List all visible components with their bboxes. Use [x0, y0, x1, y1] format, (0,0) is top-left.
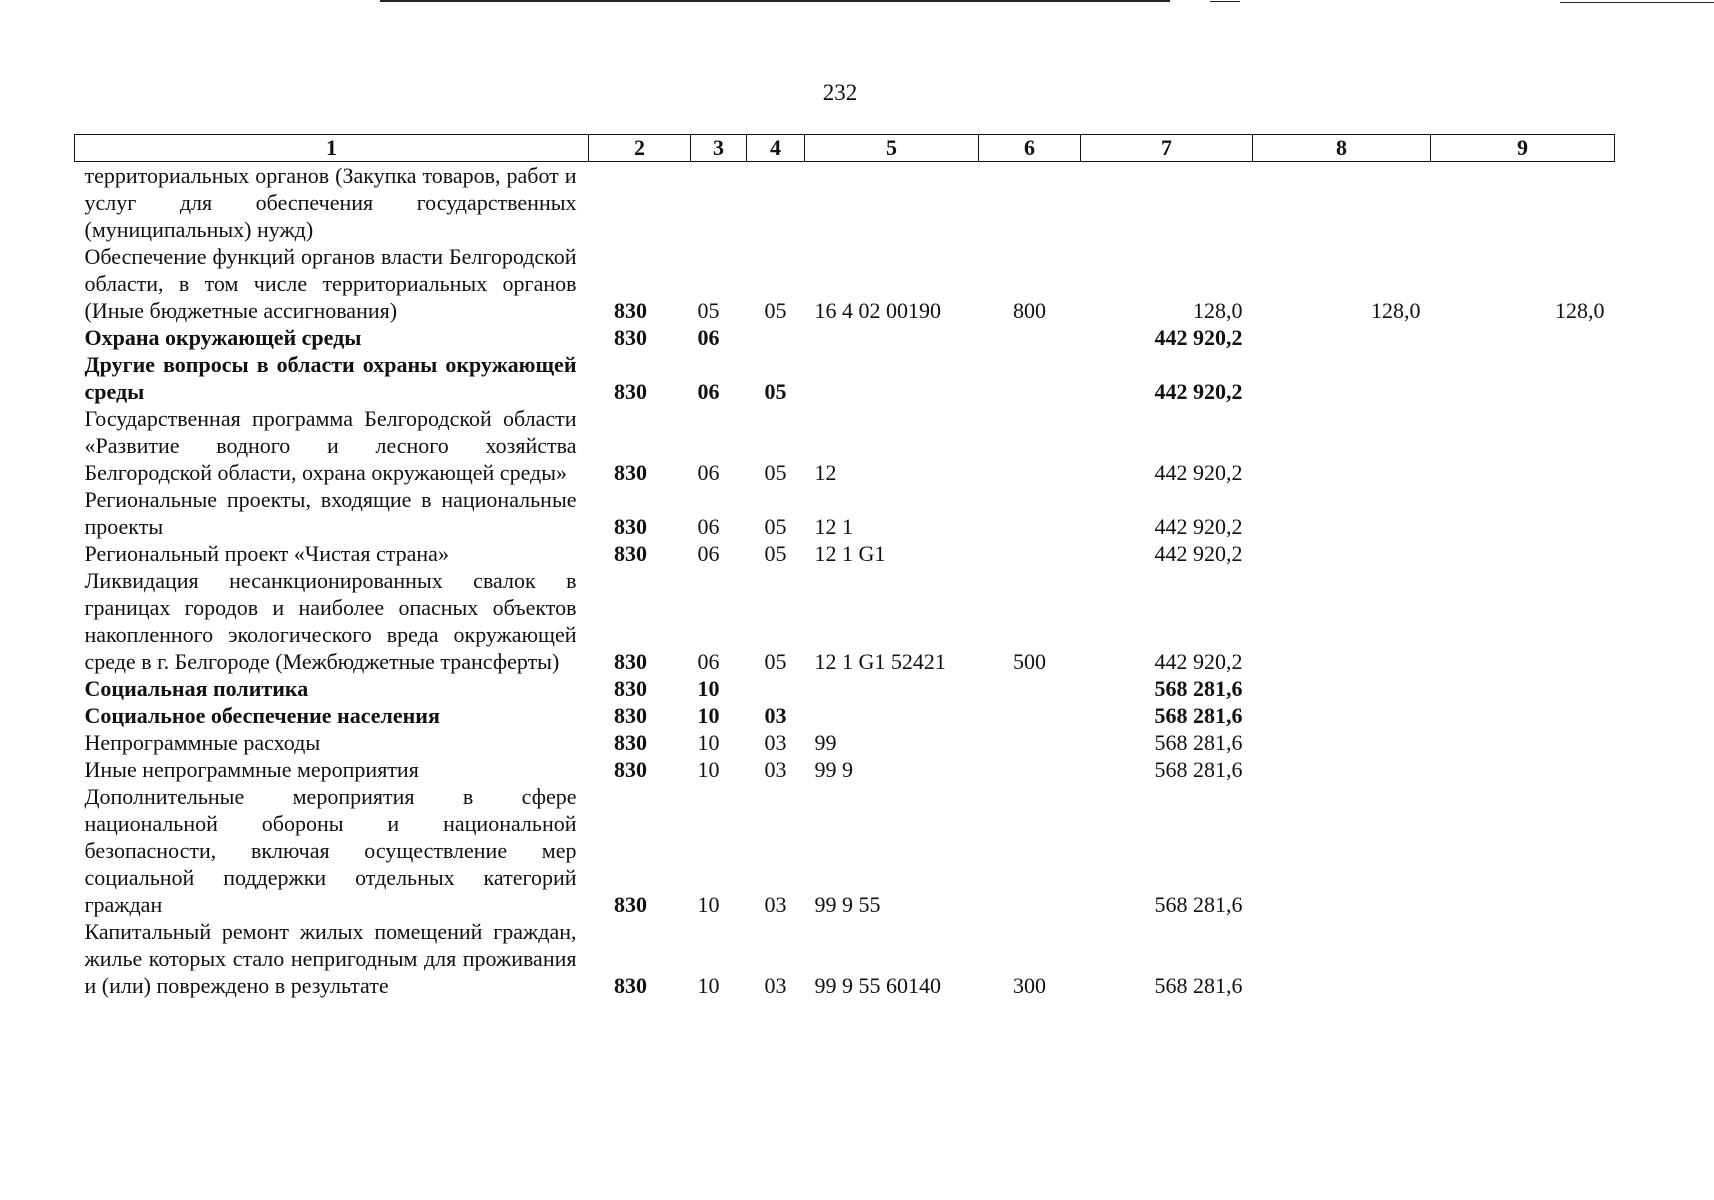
table-row: [75, 675, 1615, 702]
ministry-code: 830: [614, 703, 647, 728]
amount-column-9: [1431, 162, 1615, 244]
expense-type-code: [979, 162, 1081, 244]
amount-column-7: 568 281,6: [1154, 676, 1243, 701]
ministry-code: 830: [614, 676, 647, 701]
section-code: 10: [697, 757, 720, 782]
section-code: 10: [697, 892, 720, 917]
subsection-code: 05: [764, 298, 787, 323]
amount-column-8: [1253, 783, 1431, 918]
subsection-code: 03: [764, 973, 787, 998]
table-row: [75, 243, 1615, 324]
amount-column-8: [1253, 351, 1431, 405]
page-number: 232: [822, 80, 858, 105]
expense-type-code: [979, 540, 1081, 567]
table-row: [75, 162, 1615, 244]
amount-column-8: [1253, 918, 1431, 999]
expense-type-code: [979, 756, 1081, 783]
amount-column-8: [1253, 324, 1431, 351]
section-code: 06: [697, 379, 720, 404]
expense-type-code: [979, 351, 1081, 405]
ministry-code: 830: [614, 379, 647, 404]
ministry-code: 830: [614, 514, 647, 539]
scan-edge-line: [1210, 1, 1240, 2]
target-article-code: 99 9 55: [814, 892, 881, 917]
section-code: 06: [697, 514, 720, 539]
row-description: Охрана окружающей среды: [84, 325, 362, 350]
table-row: [75, 486, 1615, 540]
ministry-code: 830: [614, 892, 647, 917]
subsection-code: [747, 675, 805, 702]
subsection-code: 03: [764, 892, 787, 917]
ministry-code: 830: [614, 325, 647, 350]
table-row: [75, 918, 1615, 999]
amount-column-9: [1431, 405, 1615, 486]
section-code: 10: [697, 703, 720, 728]
target-article-code: 16 4 02 00190: [814, 298, 941, 323]
amount-column-8: [1253, 756, 1431, 783]
target-article-code: [805, 324, 979, 351]
row-description: Дополнительные мероприятия в сфере национальной обороны и национальной безопасности, включая осуществление мер социальной поддержки отдельных категорий граждан: [84, 784, 577, 917]
table-row: [75, 351, 1615, 405]
amount-column-8: [1253, 540, 1431, 567]
row-description: Социальная политика: [84, 676, 309, 701]
scan-edge-line: [380, 0, 1170, 2]
amount-column-7: 568 281,6: [1154, 973, 1243, 998]
row-description: Ликвидация несанкционированных свалок в границах городов и наиболее опасных объектов накопленного экологического вреда окружающей среде в г. Белгороде (Межбюджетные трансферты): [84, 568, 577, 674]
amount-column-9: [1431, 486, 1615, 540]
amount-column-7: [1081, 162, 1253, 244]
column-header: 5: [805, 135, 979, 162]
amount-column-9: 128,0: [1555, 298, 1605, 323]
column-header: 6: [979, 135, 1081, 162]
row-description: Иные непрограммные мероприятия: [84, 757, 419, 782]
amount-column-9: [1431, 675, 1615, 702]
target-article-code: 12 1: [814, 514, 853, 539]
ministry-code: 830: [614, 757, 647, 782]
subsection-code: 05: [764, 649, 787, 674]
ministry-code: 830: [614, 730, 647, 755]
expense-type-code: [979, 783, 1081, 918]
amount-column-8: [1253, 405, 1431, 486]
table-row: [75, 540, 1615, 567]
target-article-code: 99 9: [814, 757, 853, 782]
target-article-code: 12: [814, 460, 837, 485]
row-description: Государственная программа Белгородской области «Развитие водного и лесного хозяйства Белгородской области, охрана окружающей среды»: [84, 406, 577, 485]
ministry-code: 830: [614, 541, 647, 566]
target-article-code: 99 9 55 60140: [814, 973, 941, 998]
amount-column-9: [1431, 351, 1615, 405]
section-code: 06: [697, 541, 720, 566]
section-code: 10: [697, 676, 720, 701]
amount-column-7: 442 920,2: [1154, 541, 1243, 566]
row-description: Региональные проекты, входящие в национальные проекты: [84, 487, 577, 539]
amount-column-9: [1431, 324, 1615, 351]
expense-type-code: [979, 324, 1081, 351]
amount-column-8: 128,0: [1371, 298, 1421, 323]
target-article-code: 12 1 G1: [814, 541, 886, 566]
section-code: 06: [697, 460, 720, 485]
column-header: 2: [589, 135, 691, 162]
section-code: [691, 162, 747, 244]
section-code: 10: [697, 730, 720, 755]
target-article-code: [805, 351, 979, 405]
amount-column-8: [1253, 567, 1431, 675]
subsection-code: 03: [764, 730, 787, 755]
column-header: 1: [75, 135, 589, 162]
subsection-code: 03: [764, 757, 787, 782]
scan-edge-line: [1560, 2, 1714, 3]
table-row: [75, 756, 1615, 783]
amount-column-7: 568 281,6: [1154, 703, 1243, 728]
amount-column-7: 128,0: [1193, 298, 1243, 323]
amount-column-9: [1431, 702, 1615, 729]
subsection-code: 05: [764, 379, 787, 404]
subsection-code: 03: [764, 703, 787, 728]
subsection-code: [747, 162, 805, 244]
column-header: 8: [1253, 135, 1431, 162]
budget-table: [74, 134, 1615, 999]
column-header: 3: [691, 135, 747, 162]
amount-column-7: 442 920,2: [1154, 460, 1243, 485]
target-article-code: 99: [814, 730, 837, 755]
section-code: 05: [697, 298, 720, 323]
ministry-code: 830: [614, 973, 647, 998]
table-row: [75, 702, 1615, 729]
expense-type-code: 300: [1013, 973, 1046, 998]
expense-type-code: 500: [1013, 649, 1046, 674]
table-row: [75, 405, 1615, 486]
amount-column-7: 442 920,2: [1154, 514, 1243, 539]
subsection-code: 05: [764, 460, 787, 485]
subsection-code: 05: [764, 541, 787, 566]
amount-column-9: [1431, 783, 1615, 918]
table-row: [75, 783, 1615, 918]
section-code: 06: [697, 649, 720, 674]
target-article-code: [805, 675, 979, 702]
amount-column-9: [1431, 729, 1615, 756]
row-description: Капитальный ремонт жилых помещений граждан, жилье которых стало непригодным для проживания и (или) повреждено в результате: [84, 919, 577, 998]
ministry-code: 830: [614, 649, 647, 674]
target-article-code: [805, 702, 979, 729]
amount-column-9: [1431, 540, 1615, 567]
amount-column-8: [1253, 729, 1431, 756]
expense-type-code: [979, 702, 1081, 729]
row-description: Другие вопросы в области охраны окружающей среды: [84, 352, 577, 404]
column-header: 4: [747, 135, 805, 162]
amount-column-7: 568 281,6: [1154, 730, 1243, 755]
amount-column-7: 442 920,2: [1154, 379, 1243, 404]
amount-column-7: 442 920,2: [1154, 649, 1243, 674]
amount-column-9: [1431, 756, 1615, 783]
column-header: 9: [1431, 135, 1615, 162]
target-article-code: [805, 162, 979, 244]
ministry-code: [589, 162, 691, 244]
amount-column-8: [1253, 162, 1431, 244]
expense-type-code: [979, 405, 1081, 486]
target-article-code: 12 1 G1 52421: [814, 649, 946, 674]
expense-type-code: [979, 675, 1081, 702]
table-row: [75, 729, 1615, 756]
ministry-code: 830: [614, 460, 647, 485]
section-code: 10: [697, 973, 720, 998]
amount-column-9: [1431, 918, 1615, 999]
row-description: Непрограммные расходы: [84, 730, 321, 755]
row-description: Социальное обеспечение населения: [84, 703, 440, 728]
row-description: территориальных органов (Закупка товаров, работ и услуг для обеспечения государственных (муниципальных) нужд): [84, 163, 577, 242]
section-code: 06: [697, 325, 720, 350]
ministry-code: 830: [614, 298, 647, 323]
amount-column-7: 568 281,6: [1154, 892, 1243, 917]
amount-column-9: [1431, 567, 1615, 675]
subsection-code: 05: [764, 514, 787, 539]
amount-column-8: [1253, 702, 1431, 729]
expense-type-code: [979, 729, 1081, 756]
amount-column-7: 442 920,2: [1154, 325, 1243, 350]
row-description: Региональный проект «Чистая страна»: [84, 541, 449, 566]
table-row: [75, 324, 1615, 351]
expense-type-code: 800: [1013, 298, 1046, 323]
amount-column-8: [1253, 675, 1431, 702]
row-description: Обеспечение функций органов власти Белгородской области, в том числе территориальных органов (Иные бюджетные ассигнования): [84, 244, 577, 323]
subsection-code: [747, 324, 805, 351]
amount-column-8: [1253, 486, 1431, 540]
table-row: [75, 567, 1615, 675]
column-header-row: [75, 135, 1615, 162]
column-header: 7: [1081, 135, 1253, 162]
amount-column-7: 568 281,6: [1154, 757, 1243, 782]
expense-type-code: [979, 486, 1081, 540]
